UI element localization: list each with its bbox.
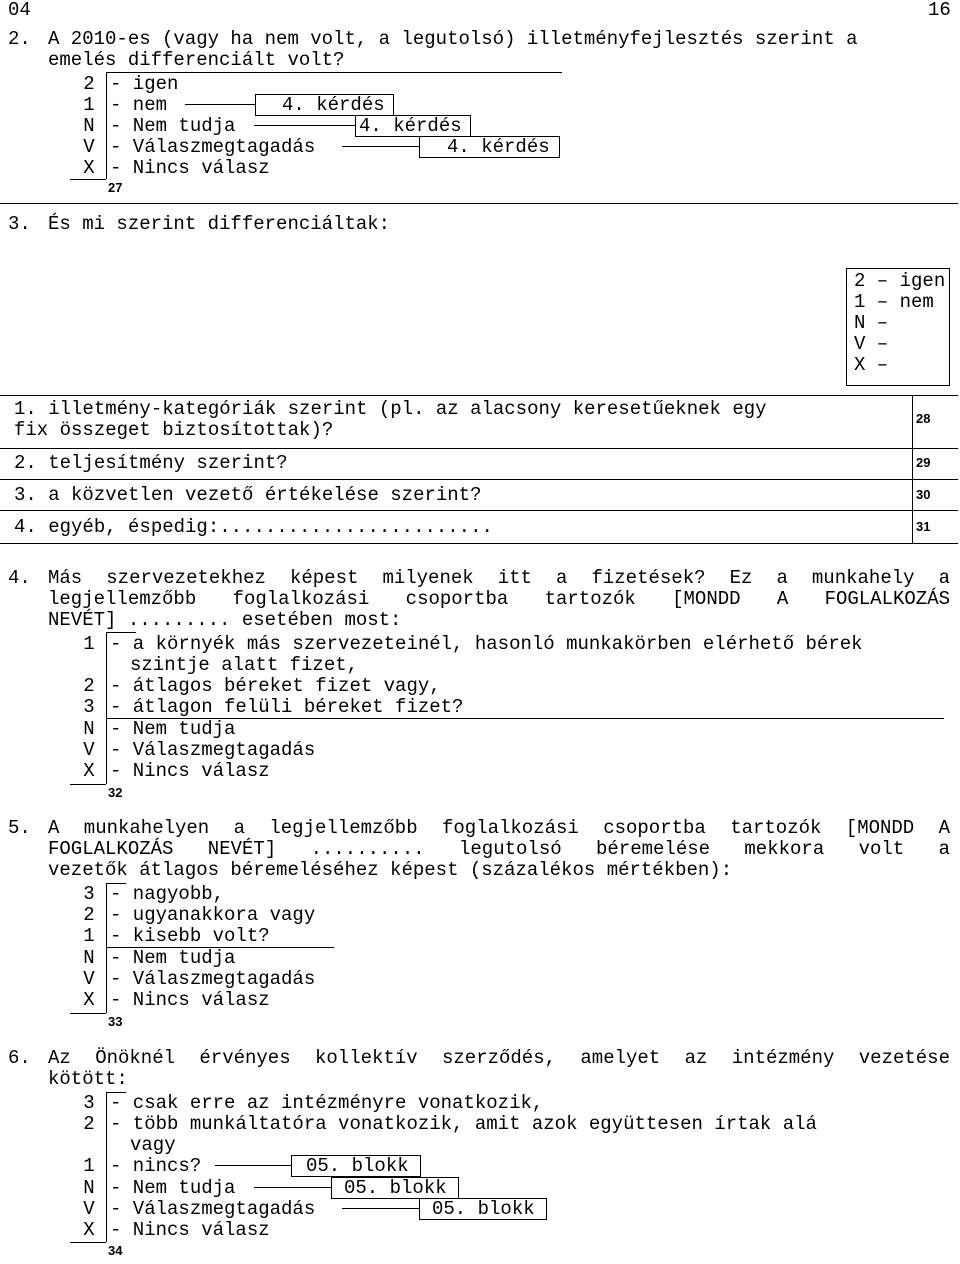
q4-text-line1: Más szervezetekhez képest milyenek itt a fizetések? Ez a munkahely a — [48, 567, 950, 589]
q6-code: 3 — [83, 1092, 95, 1114]
q6-skip-arrow-line — [342, 1208, 419, 1209]
q2-skip-box — [419, 136, 560, 158]
q5-text-line2: FOGLALKOZÁS NEVÉT] .......... legutolsó béremelése mekkora volt a — [48, 838, 950, 860]
q6-skip-arrow-line — [215, 1165, 291, 1166]
q3-legend-item: 2 – igen — [854, 270, 946, 292]
q3-text: És mi szerint differenciáltak: — [48, 213, 391, 235]
q4-code-column-rule — [106, 632, 107, 784]
q4-column-number: 32 — [108, 785, 123, 800]
q4-option-label: - átlagos béreket fizet vagy, — [110, 675, 441, 697]
q6-skip-arrow-line — [254, 1187, 331, 1188]
q2-code: X — [83, 157, 95, 179]
q2-skip-arrow-line — [254, 125, 355, 126]
q5-option-label: - Nincs válasz — [110, 989, 270, 1011]
q3-row-column: 28 — [916, 411, 931, 426]
q3-row-text: 2. teljesítmény szerint? — [14, 452, 288, 474]
q2-text-line2: emelés differenciált volt? — [48, 49, 345, 71]
q4-text-line3: NEVÉT] ......... esetében most: — [48, 609, 402, 631]
q4-option-label: - átlagon felüli béreket fizet? — [110, 696, 464, 718]
q4-code: X — [83, 760, 95, 782]
q6-skip-label: 05. blokk — [344, 1177, 447, 1199]
q6-skip-box — [419, 1198, 547, 1220]
q6-option-label: - csak erre az intézményre vonatkozik, — [110, 1092, 544, 1114]
q6-number: 6. — [8, 1047, 31, 1069]
q5-code: X — [83, 989, 95, 1011]
section-divider — [0, 203, 958, 204]
q4-number: 4. — [8, 567, 31, 589]
q3-table-rule — [0, 395, 958, 396]
q6-skip-box — [291, 1155, 421, 1177]
q2-option-label: - Nem tudja — [110, 115, 236, 137]
q6-column-number: 34 — [108, 1243, 123, 1258]
q5-code: V — [83, 968, 95, 990]
q5-option-label: - Válaszmegtagadás — [110, 968, 316, 990]
q4-code: V — [83, 739, 95, 761]
q4-code: N — [83, 718, 95, 740]
q6-text-line1: Az Önöknél érvényes kollektív szerződés, amelyet az intézmény vezetése — [48, 1047, 950, 1069]
q6-skip-box — [331, 1177, 459, 1199]
q6-option-label: - több munkáltatóra vonatkozik, amit azok együttesen írtak alá — [110, 1113, 817, 1135]
q3-legend-item: V – — [854, 333, 889, 355]
q6-code: 1 — [83, 1155, 95, 1177]
q5-text-line1: A munkahelyen a legjellemzőbb foglalkozási csoportba tartozók [MONDD A — [48, 817, 950, 839]
q5-option-label: - Nem tudja — [110, 947, 236, 969]
q2-column-number: 27 — [108, 180, 123, 195]
q4-code: 2 — [83, 675, 95, 697]
q3-table-rule — [0, 510, 958, 511]
q4-code-bottom-rule — [70, 784, 106, 785]
q3-row-text: fix összeget biztosítottak)? — [14, 419, 334, 441]
q2-code: 1 — [83, 94, 95, 116]
q6-option-label: - Nem tudja — [110, 1177, 236, 1199]
q6-skip-label: 05. blokk — [306, 1155, 409, 1177]
q2-text-line1: A 2010-es (vagy ha nem volt, a legutolsó) illetményfejlesztés szerint a — [48, 28, 858, 50]
q6-code: V — [83, 1198, 95, 1220]
q2-skip-label: 4. kérdés — [447, 136, 550, 158]
q2-number: 2. — [8, 28, 31, 50]
q3-row-column: 29 — [916, 455, 931, 470]
q2-skip-box — [355, 115, 471, 137]
q6-code: N — [83, 1177, 95, 1199]
q5-code-bottom-rule — [70, 1013, 106, 1014]
q2-option-label: - nem — [110, 94, 168, 116]
q6-code: X — [83, 1219, 95, 1241]
q4-code: 1 — [83, 633, 95, 655]
q3-legend-box — [846, 268, 950, 386]
q2-code: V — [83, 136, 95, 158]
q3-table-rule — [0, 543, 958, 544]
q5-code: 3 — [83, 883, 95, 905]
page-left-number: 04 — [8, 0, 31, 21]
q6-code: 2 — [83, 1113, 95, 1135]
q3-legend-item: X – — [854, 354, 889, 376]
q3-row-text: 3. a közvetlen vezető értékelése szerint? — [14, 484, 482, 506]
q5-code-column-rule — [106, 883, 107, 1013]
q4-option-label: - Válaszmegtagadás — [110, 739, 316, 761]
q2-skip-arrow-line — [185, 104, 255, 105]
q4-option-label: - a környék más szervezeteinél, hasonló munkakörben elérhető bérek — [110, 633, 863, 655]
q3-table-column-rule — [912, 395, 913, 543]
q2-option-label: - igen — [110, 73, 179, 95]
q3-row-column: 30 — [916, 487, 931, 502]
q5-number: 5. — [8, 817, 31, 839]
q3-legend-item: 1 – nem — [854, 291, 934, 313]
page-right-number: 16 — [928, 0, 951, 21]
q6-code-column-rule — [106, 1092, 107, 1242]
q4-option-label: szintje alatt fizet, — [130, 654, 359, 676]
q5-option-label: - nagyobb, — [110, 883, 225, 905]
q6-option-label: vagy — [130, 1134, 176, 1156]
q5-option-label: - ugyanakkora vagy — [110, 904, 316, 926]
q3-table-rule — [0, 479, 958, 480]
q2-skip-label: 4. kérdés — [282, 94, 385, 116]
q4-text-line2: legjellemzőbb foglalkozási csoportba tartozók [MONDD A FOGLALKOZÁS — [48, 588, 950, 610]
q3-number: 3. — [8, 213, 31, 235]
q6-text-line2: kötött: — [48, 1068, 128, 1090]
q6-code-bottom-rule — [70, 1242, 106, 1243]
q2-code: N — [83, 115, 95, 137]
q5-text-line3: vezetők átlagos béremeléséhez képest (százalékos mértékben): — [48, 859, 733, 881]
q5-option-label: - kisebb volt? — [110, 925, 270, 947]
q2-code-bottom-rule — [70, 179, 106, 180]
q3-table-rule — [0, 448, 958, 449]
q6-option-label: - nincs? — [110, 1155, 202, 1177]
q4-option-label: - Nem tudja — [110, 718, 236, 740]
q4-option-label: - Nincs válasz — [110, 760, 270, 782]
q2-code-column-rule — [106, 72, 107, 179]
q3-row-text: 4. egyéb, éspedig:........................ — [14, 516, 493, 538]
q5-code: 2 — [83, 904, 95, 926]
q5-column-number: 33 — [108, 1014, 123, 1029]
q2-skip-label: 4. kérdés — [359, 115, 462, 137]
q6-option-label: - Válaszmegtagadás — [110, 1198, 316, 1220]
q3-legend-item: N – — [854, 312, 889, 334]
q5-code: 1 — [83, 925, 95, 947]
q3-row-text: 1. illetmény-kategóriák szerint (pl. az alacsony keresetűeknek egy — [14, 398, 767, 420]
q6-skip-label: 05. blokk — [432, 1198, 535, 1220]
q5-code: N — [83, 947, 95, 969]
q4-code: 3 — [83, 696, 95, 718]
q2-skip-arrow-line — [342, 146, 419, 147]
q2-skip-box — [255, 94, 394, 116]
q2-option-label: - Nincs válasz — [110, 157, 270, 179]
q3-row-column: 31 — [916, 519, 931, 534]
q2-option-label: - Válaszmegtagadás — [110, 136, 316, 158]
q6-option-label: - Nincs válasz — [110, 1219, 270, 1241]
q2-code: 2 — [83, 73, 95, 95]
